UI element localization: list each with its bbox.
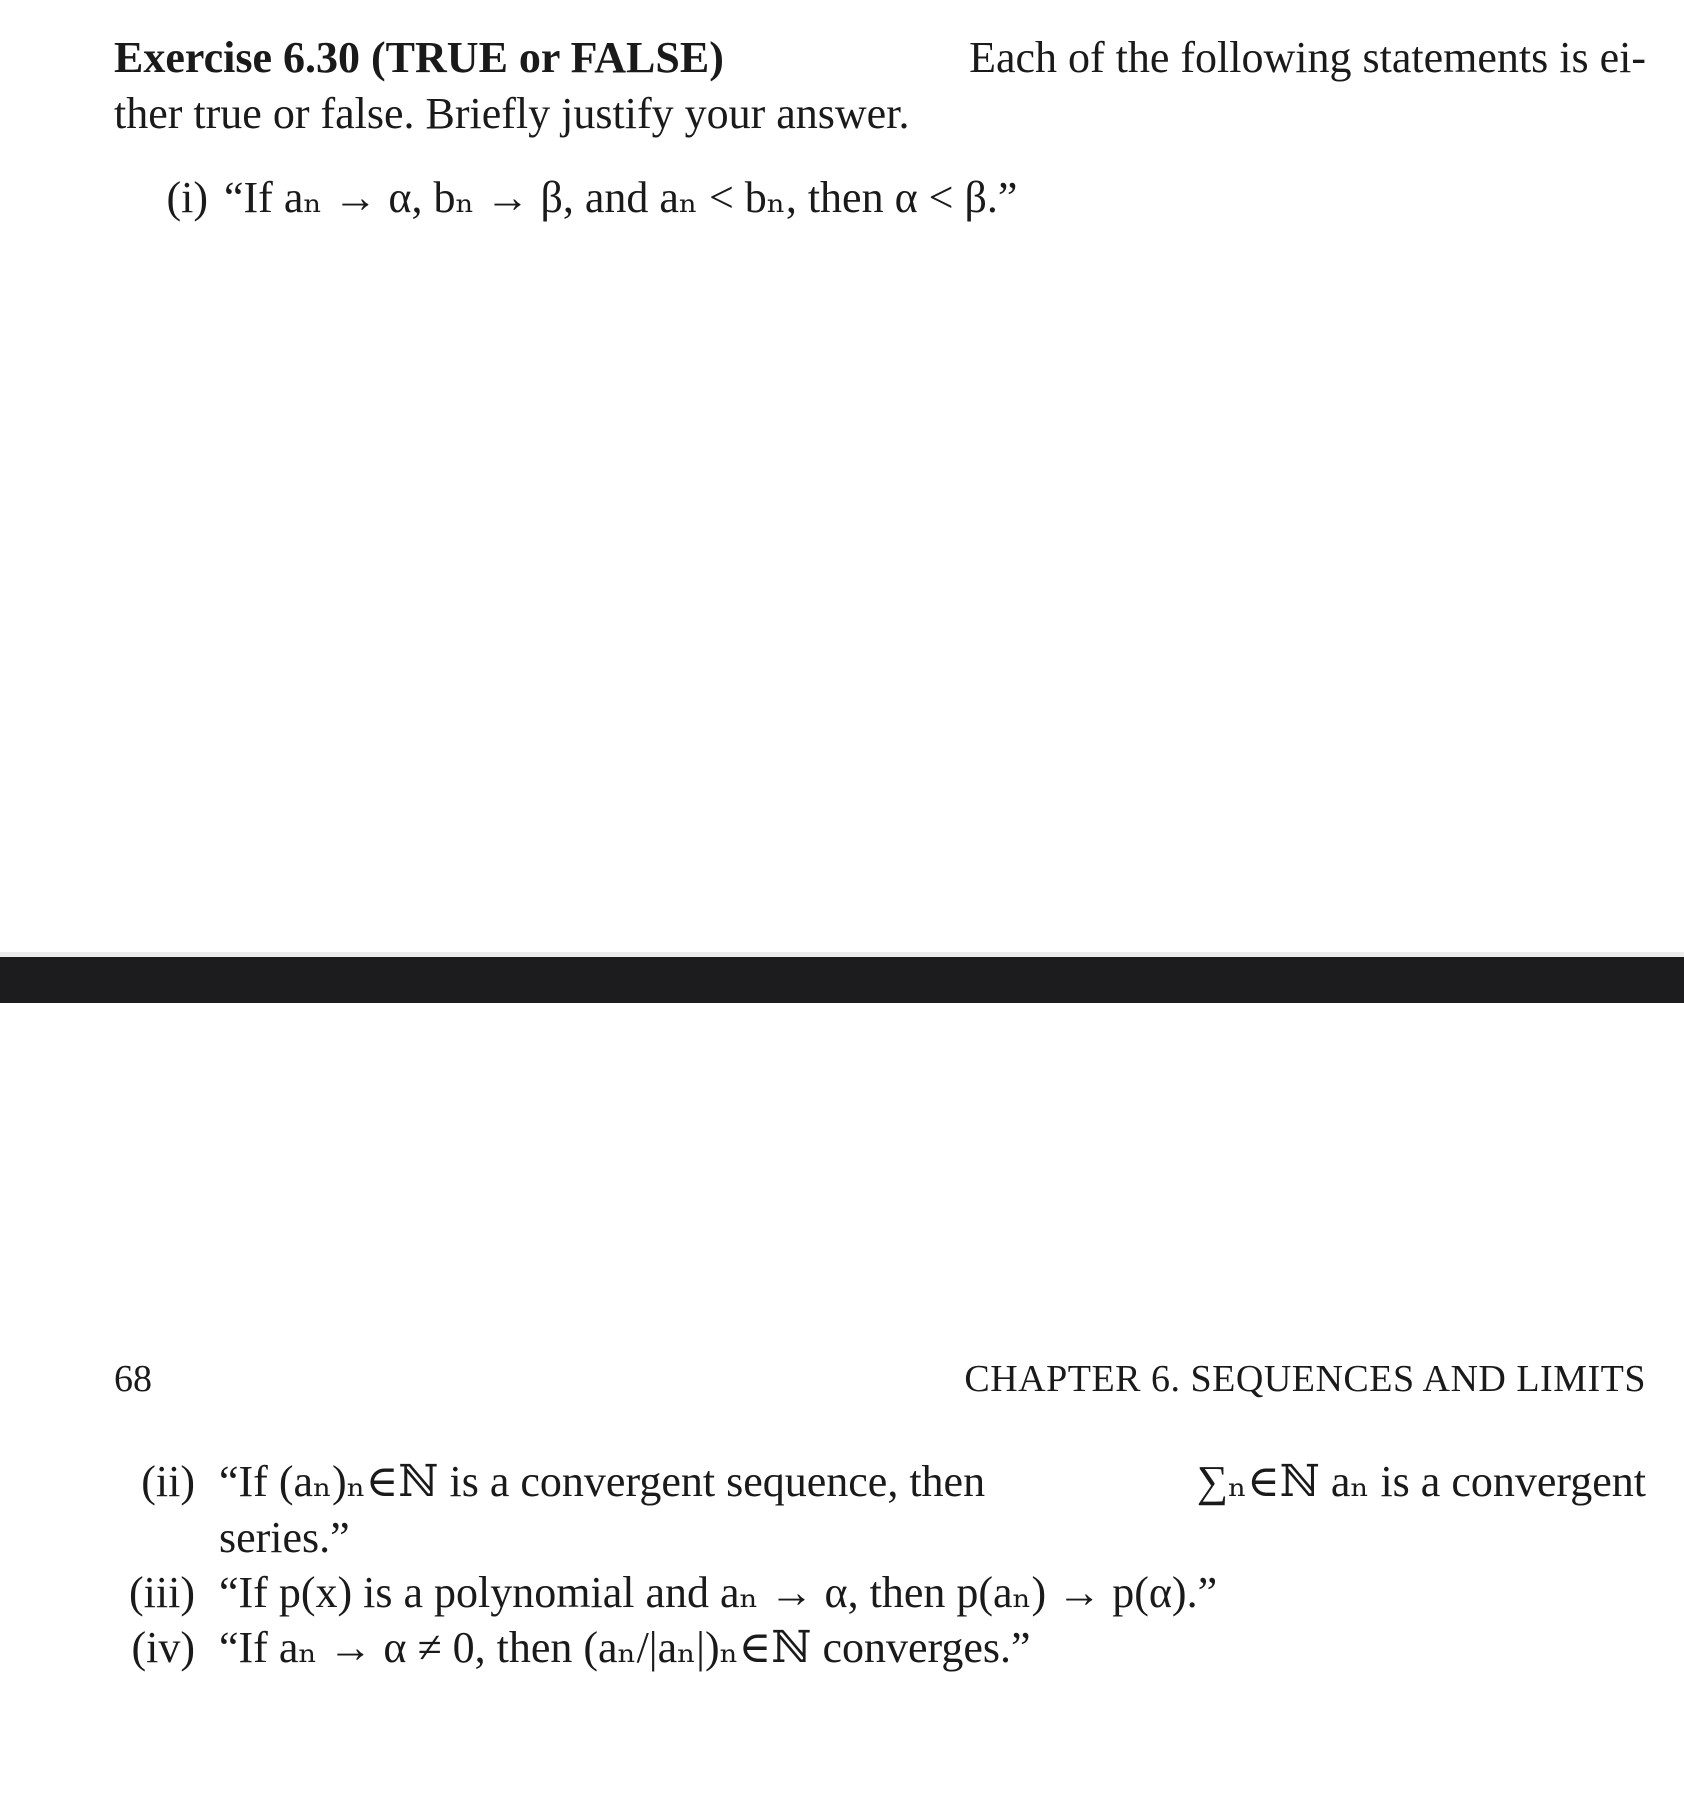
exercise-statement	[114, 30, 1646, 142]
item-text: “If aₙ → α ≠ 0, then (aₙ/|aₙ|)ₙ∈ℕ converges.”	[219, 1623, 1031, 1672]
exercise-title: Exercise 6.30 (TRUE or FALSE)	[114, 33, 724, 82]
item-label: (iv)	[131, 1623, 195, 1672]
page-number: 68	[114, 1358, 152, 1400]
exercise-intro-line1: Each of the following statements is ei-	[969, 33, 1646, 82]
item-text-line2: series.”	[219, 1513, 350, 1562]
item-label: (ii)	[141, 1457, 195, 1506]
statement-item-ii	[133, 1454, 1646, 1566]
item-label: (i)	[166, 173, 208, 222]
running-head: CHAPTER 6. SEQUENCES AND LIMITS	[964, 1358, 1646, 1400]
statement-item-iii	[123, 1565, 1217, 1621]
item-text-part-a: “If (aₙ)ₙ∈ℕ is a convergent sequence, then	[219, 1457, 986, 1506]
item-text: “If p(x) is a polynomial and aₙ → α, then p(aₙ) → p(α).”	[219, 1568, 1218, 1617]
item-text-line1	[219, 1454, 1646, 1510]
item-text-part-b: ∑ₙ∈ℕ aₙ is a convergent	[1196, 1457, 1646, 1506]
exercise-first-line	[114, 30, 1646, 86]
item-text: “If aₙ → α, bₙ → β, and aₙ < bₙ, then α < β.”	[224, 173, 1018, 222]
page-separator-bar	[0, 957, 1684, 1003]
statement-item-i	[146, 170, 1017, 226]
item-text	[219, 1454, 1646, 1566]
item-label: (iii)	[129, 1568, 195, 1617]
statement-item-iv	[123, 1620, 1031, 1676]
exercise-intro-line2: ther true or false. Briefly justify your answer.	[114, 89, 910, 138]
